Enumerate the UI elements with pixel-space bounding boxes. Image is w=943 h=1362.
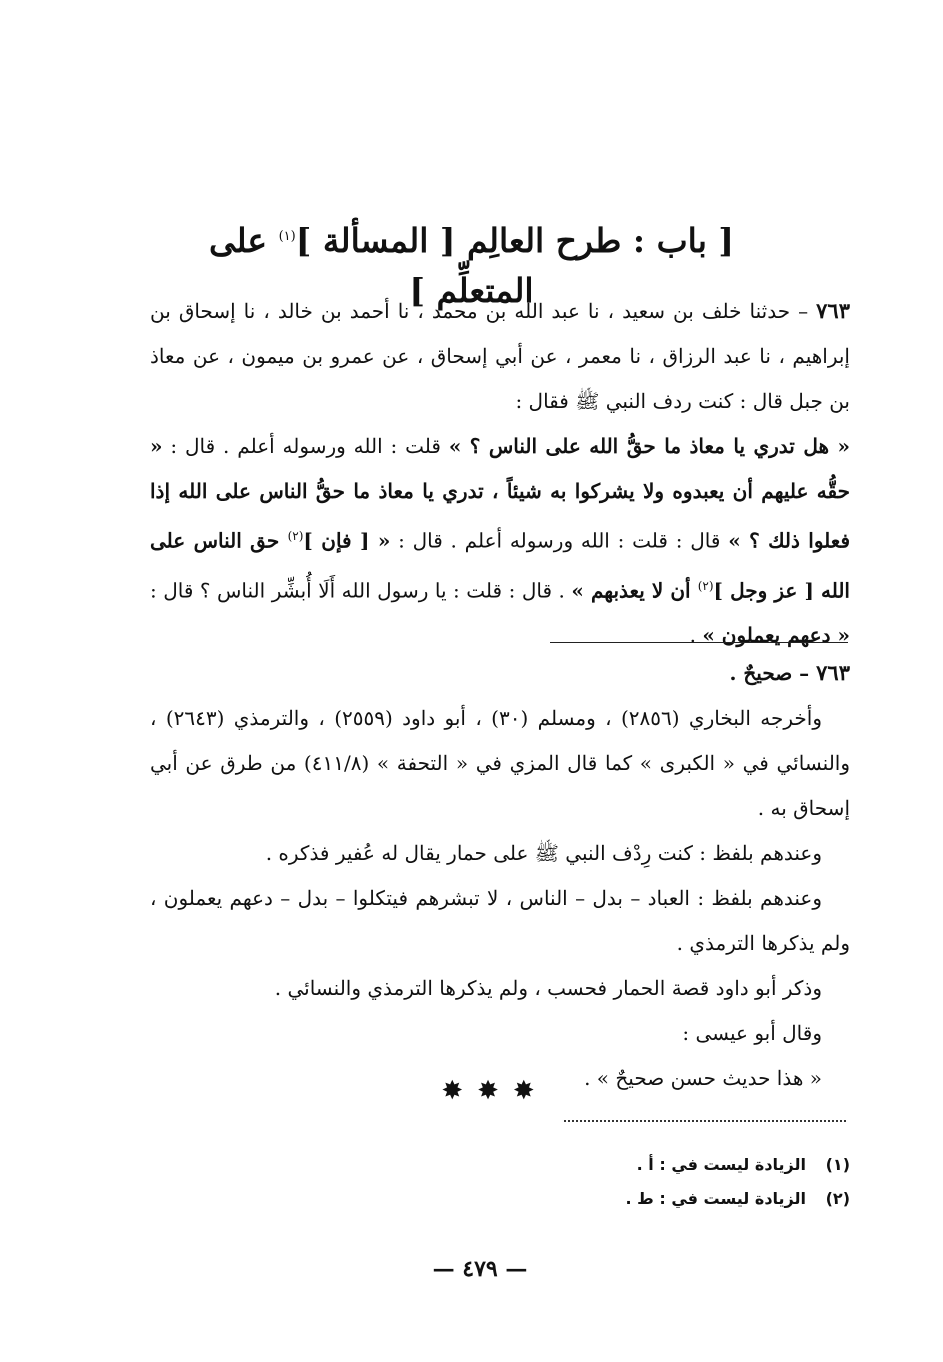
grade: – صحيحٌ .: [729, 661, 817, 685]
commentary-paragraph: وأخرجه البخاري (٢٨٥٦) ، ومسلم (٣٠) ، أبو داود (٢٥٥٩) ، والترمذي (٢٦٤٣) ، والنسائي في « الكبرى » كما قال المزي في « التحفة » (٤١١/٨) من طرق عن أبي إسحاق به .: [150, 706, 850, 820]
commentary: [150, 650, 850, 1101]
quote-3a: « [ فإن ]: [303, 528, 391, 553]
chapter-title-tail: على المتعلِّم ]: [208, 221, 534, 310]
quote-2: « حقُّه عليهم أن يعبدوه ولا يشركوا به شيئاً ، تدري يا معاذ ما حقُّ الناس على الله إذا فعلوا ذلك ؟ »: [150, 434, 851, 553]
hadith-number: ٧٦٣: [816, 298, 850, 323]
text-2: قال : قلت : الله ورسوله أعلم . قال :: [390, 528, 729, 553]
footnote-marker: (٢): [697, 578, 714, 593]
quote-3c: أن لا يعذبهم »: [571, 578, 698, 603]
commentary-paragraph: وقال أبو عيسى :: [682, 1021, 822, 1045]
footnotes: [560, 1148, 850, 1216]
text-3: . قال : قلت : يا رسول الله أَلَا أُبشِّر الناس ؟ قال :: [150, 578, 572, 603]
footnote-item: [560, 1182, 850, 1216]
star-separator: ✸✸✸: [441, 1076, 549, 1106]
page-number: — ٤٧٩ —: [432, 1256, 528, 1282]
hadith-matn: [150, 424, 850, 658]
quote-3b: حق الناس على الله [ عز وجل ]: [150, 528, 850, 603]
text-1: قلت : الله ورسوله أعلم . قال :: [162, 434, 449, 458]
text-4: .: [689, 623, 703, 648]
footnote-text: الزيادة ليست في : ط .: [625, 1189, 806, 1208]
section-divider: [550, 642, 848, 643]
commentary-number: ٧٦٣: [816, 660, 850, 685]
commentary-paragraph: وعندهم بلفظ : العباد – بدل – الناس ، لا تبشرهم فيتكلوا – بدل – دعهم يعملون ، ولم يذكرها الترمذي .: [150, 886, 850, 955]
footnote-item: [560, 1148, 850, 1182]
commentary-paragraph: « هذا حديث حسن صحيحٌ » .: [584, 1066, 822, 1090]
footnote-marker: (٢): [287, 529, 304, 543]
commentary-paragraph: وذكر أبو داود قصة الحمار فحسب ، ولم يذكرها الترمذي والنسائي .: [274, 976, 822, 1000]
quote-4: « دعهم يعملون »: [702, 623, 850, 648]
footnote-text: الزيادة ليست في : أ .: [636, 1155, 806, 1174]
hadith-paragraph: [150, 288, 850, 424]
hadith-text: [150, 288, 850, 658]
isnad-chain: – حدثنا خلف بن سعيد ، نا عبد الله بن محمد ، نا أحمد بن خالد ، نا إسحاق بن إبراهيم ، نا عبد الرزاق ، نا معمر ، عن أبي إسحاق ، عن عمرو بن ميمون ، عن معاذ بن جبل قال : كنت ردف النبي ﷺ فقال :: [150, 299, 850, 413]
footnote-marker: (١): [278, 229, 296, 244]
footnote-separator: [564, 1120, 846, 1122]
commentary-paragraph: وعندهم بلفظ : كنت رِدْف النبي ﷺ على حمار يقال له عُفير فذكره .: [265, 841, 822, 865]
chapter-title-text: [ باب : طرح العالِم [ المسألة ]: [295, 221, 735, 260]
quote-1: « هل تدري يا معاذ ما حقُّ الله على الناس ؟ »: [448, 434, 851, 458]
commentary-heading: [150, 650, 850, 696]
footnote-number: (١): [825, 1155, 850, 1174]
footnote-number: (٢): [825, 1189, 850, 1208]
